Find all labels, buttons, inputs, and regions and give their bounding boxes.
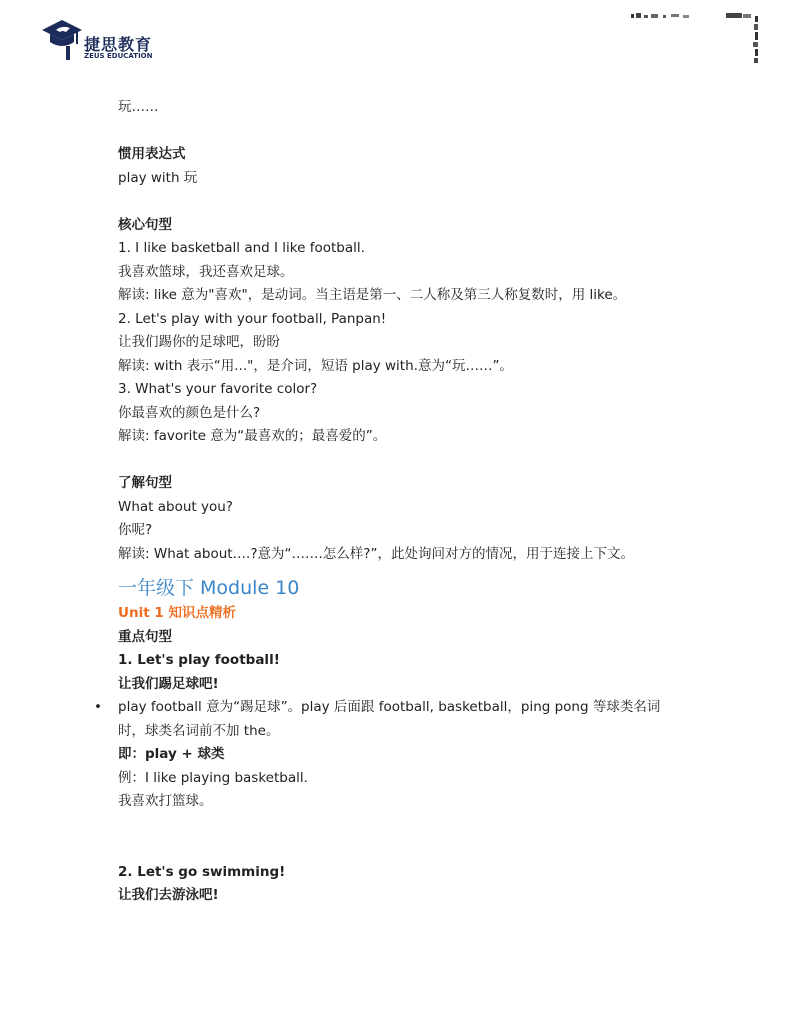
- text-line: 玩……: [118, 99, 159, 115]
- text-line: 你最喜欢的颜色是什么?: [118, 404, 261, 421]
- text-line: 我喜欢篮球，我还喜欢足球。: [118, 263, 294, 280]
- text-line: 解读: like 意为"喜欢"，是动词。当主语是第一、二人称及第三人称复数时，用 like。: [118, 287, 627, 303]
- text-line: 2. Let's play with your football, Panpan!: [118, 310, 387, 327]
- unit-heading: Unit 1 知识点精析: [118, 605, 236, 621]
- text-line: 1. Let's play football!: [118, 652, 280, 668]
- bullet-text: play football 意为“踢足球”。play 后面跟 football, basketball，ping pong 等球类名词时，球类名词前不加 the。: [118, 699, 661, 739]
- section-heading: 了解句型: [118, 475, 172, 491]
- text-line: 即：play + 球类: [118, 746, 225, 762]
- text-line: 让我们去游泳吧!: [118, 887, 219, 903]
- scanned-mark-icon: [631, 10, 766, 66]
- text-line: 你呢?: [118, 522, 153, 538]
- text-line: What about you?: [118, 498, 233, 515]
- text-line: 3. What's your favorite color?: [118, 381, 318, 397]
- document-body: [94, 96, 688, 908]
- text-line: 我喜欢打篮球。: [118, 793, 213, 809]
- text-line: play with 玩: [118, 169, 198, 186]
- logo-chinese-text: 捷思教育: [84, 35, 153, 54]
- text-line: 解读: What about….?意为“…….怎么样?”，此处询问对方的情况，用于连接上下文。: [118, 545, 634, 562]
- section-heading: 核心句型: [118, 216, 172, 233]
- text-line: 解读: with 表示“用..."，是介词，短语 play with.意为“玩……”。: [118, 357, 513, 374]
- module-heading: 一年级下 Module 10: [118, 577, 300, 599]
- section-heading: 惯用表达式: [118, 146, 186, 162]
- text-line: 例：I like playing basketball.: [118, 769, 308, 786]
- logo-english-text: ZEUS EDUCATION: [84, 52, 153, 60]
- section-heading: 重点句型: [118, 628, 172, 645]
- brand-logo: [40, 16, 165, 60]
- text-line: 1. I like basketball and I like football.: [118, 240, 365, 256]
- text-line: 让我们踢足球吧!: [118, 675, 219, 692]
- text-line: 2. Let's go swimming!: [118, 863, 286, 880]
- text-line: 解读: favorite 意为“最喜欢的；最喜爱的”。: [118, 428, 387, 444]
- header-watermark: [631, 10, 766, 66]
- graduation-cap-logo-icon: [40, 16, 84, 60]
- bullet-item: [94, 696, 688, 743]
- text-line: 让我们踢你的足球吧，盼盼: [118, 334, 280, 350]
- bullet-icon: •: [94, 699, 102, 715]
